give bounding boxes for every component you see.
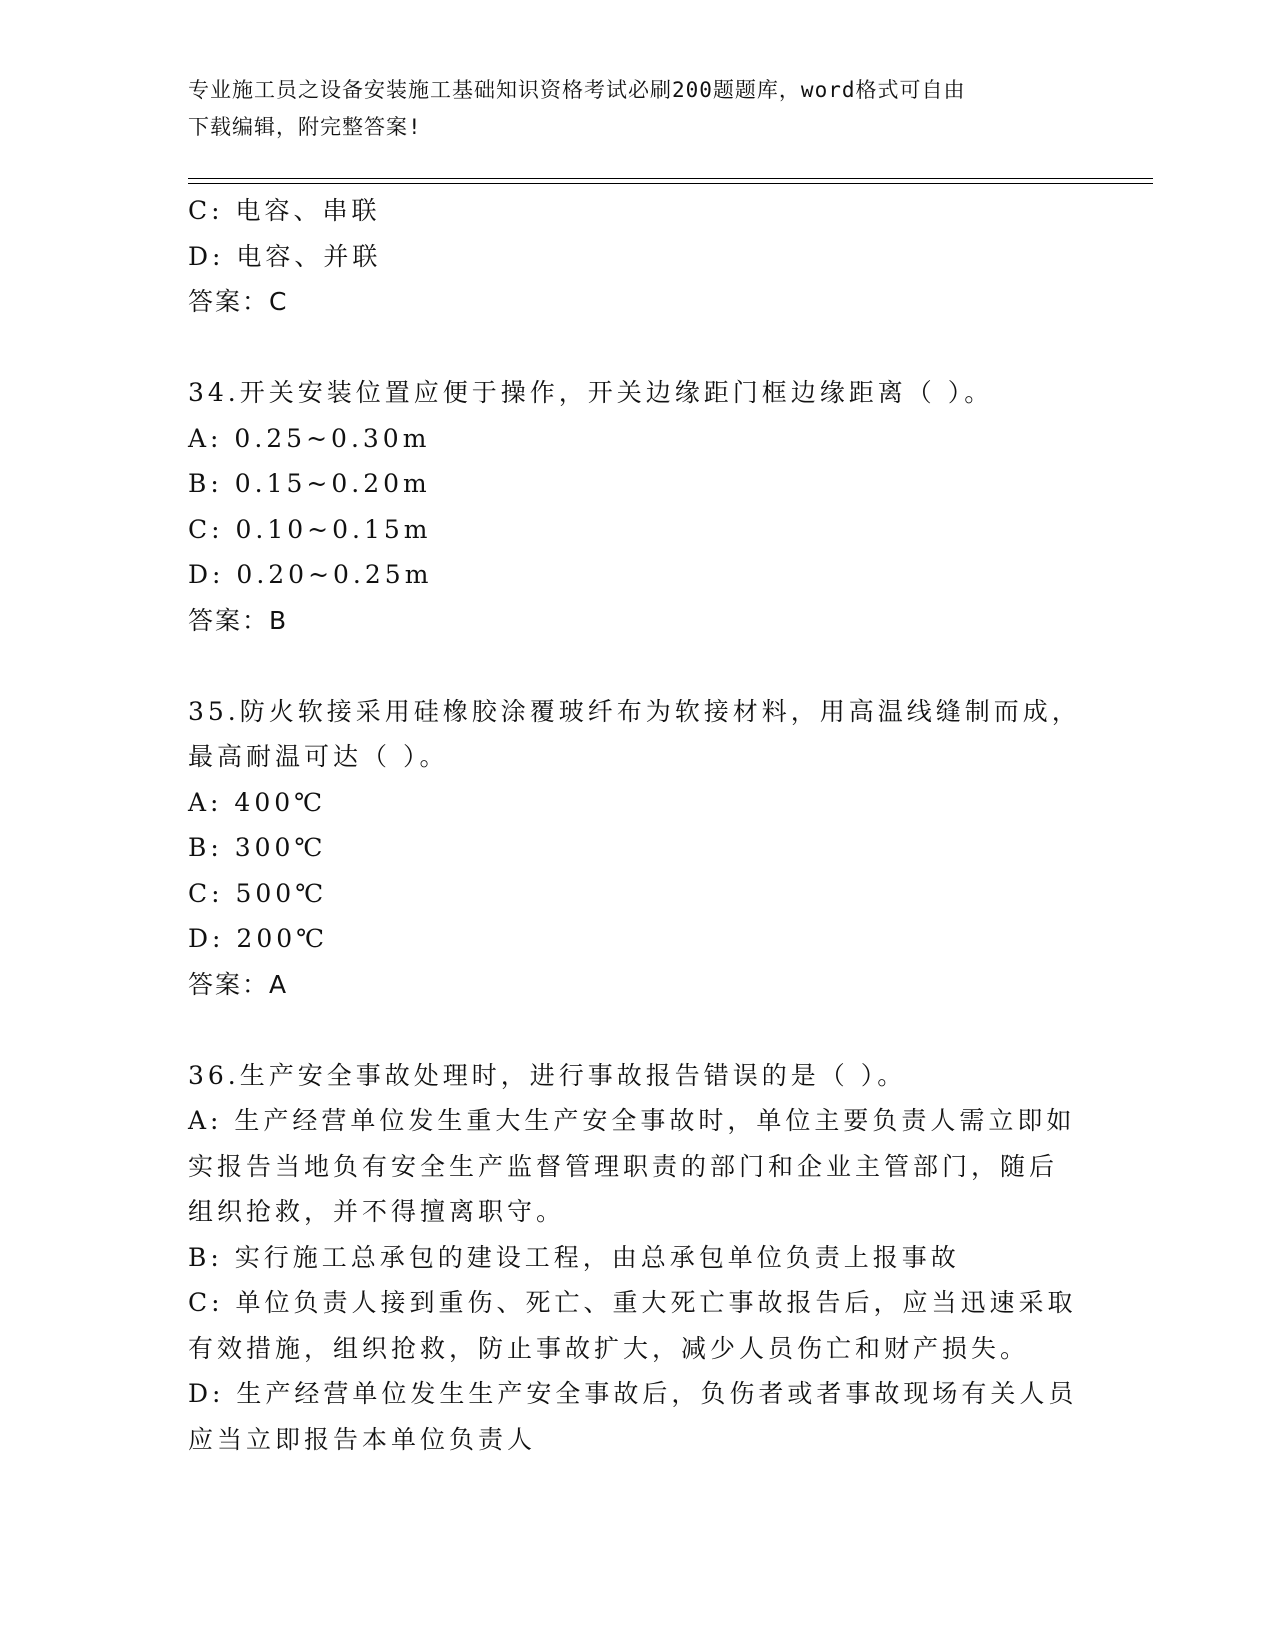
option-c-line-2: 有效措施，组织抢救，防止事故扩大，减少人员伤亡和财产损失。 xyxy=(188,1333,1030,1363)
question-34 xyxy=(188,370,1088,643)
spacer xyxy=(188,643,1088,689)
option-d: D: 200℃ xyxy=(188,924,329,953)
question-text-line-1: 35.防火软接采用硅橡胶涂覆玻纤布为软接材料，用高温线缝制而成， xyxy=(188,696,1081,726)
option-d-line-1: D: 生产经营单位发生生产安全事故后，负伤者或者事故现场有关人员 xyxy=(188,1379,1078,1408)
question-33 xyxy=(188,188,1088,325)
question-36 xyxy=(188,1053,1088,1463)
option-c: C: 500℃ xyxy=(188,878,328,908)
answer-line: 答案：C xyxy=(188,287,289,316)
question-text: 34.开关安装位置应便于操作，开关边缘距门框边缘距离（ ）。 xyxy=(188,378,994,407)
question-text-line-2: 最高耐温可达（ ）。 xyxy=(188,742,449,771)
option-b: B: 0.15~0.20m xyxy=(188,469,431,498)
option-d: D: 0.20~0.25m xyxy=(188,560,433,589)
answer-line: 答案：B xyxy=(188,605,289,635)
header-title-line-2: 下载编辑，附完整答案! xyxy=(188,115,422,139)
option-b: B: 300℃ xyxy=(188,833,327,862)
spacer xyxy=(188,1007,1088,1053)
option-a: A: 0.25~0.30m xyxy=(188,423,431,453)
option-c: C: 电容、串联 xyxy=(188,196,381,225)
option-a-line-3: 组织抢救，并不得擅离职守。 xyxy=(188,1197,566,1226)
option-d-line-2: 应当立即报告本单位负责人 xyxy=(188,1424,537,1454)
question-list xyxy=(188,188,1088,1462)
header-divider-bottom xyxy=(188,183,1153,184)
option-a: A: 400℃ xyxy=(188,787,327,817)
question-text: 36.生产安全事故处理时，进行事故报告错误的是（ ）。 xyxy=(188,1060,907,1090)
answer-line: 答案：A xyxy=(188,969,289,999)
option-a-line-2: 实报告当地负有安全生产监督管理职责的部门和企业主管部门，随后 xyxy=(188,1151,1059,1181)
option-b: B: 实行施工总承包的建设工程，由总承包单位负责上报事故 xyxy=(188,1242,960,1272)
header-title-line-1: 专业施工员之设备安装施工基础知识资格考试必刷200题题库，word格式可自由 xyxy=(188,78,966,102)
document-header xyxy=(188,72,1068,146)
option-c-line-1: C: 单位负责人接到重伤、死亡、重大死亡事故报告后，应当迅速采取 xyxy=(188,1288,1077,1317)
option-c: C: 0.10~0.15m xyxy=(188,514,432,544)
option-a-line-1: A: 生产经营单位发生重大生产安全事故时，单位主要负责人需立即如 xyxy=(188,1106,1076,1135)
question-35 xyxy=(188,689,1088,1008)
spacer xyxy=(188,325,1088,371)
header-divider-top xyxy=(188,178,1153,179)
option-d: D: 电容、并联 xyxy=(188,241,382,271)
